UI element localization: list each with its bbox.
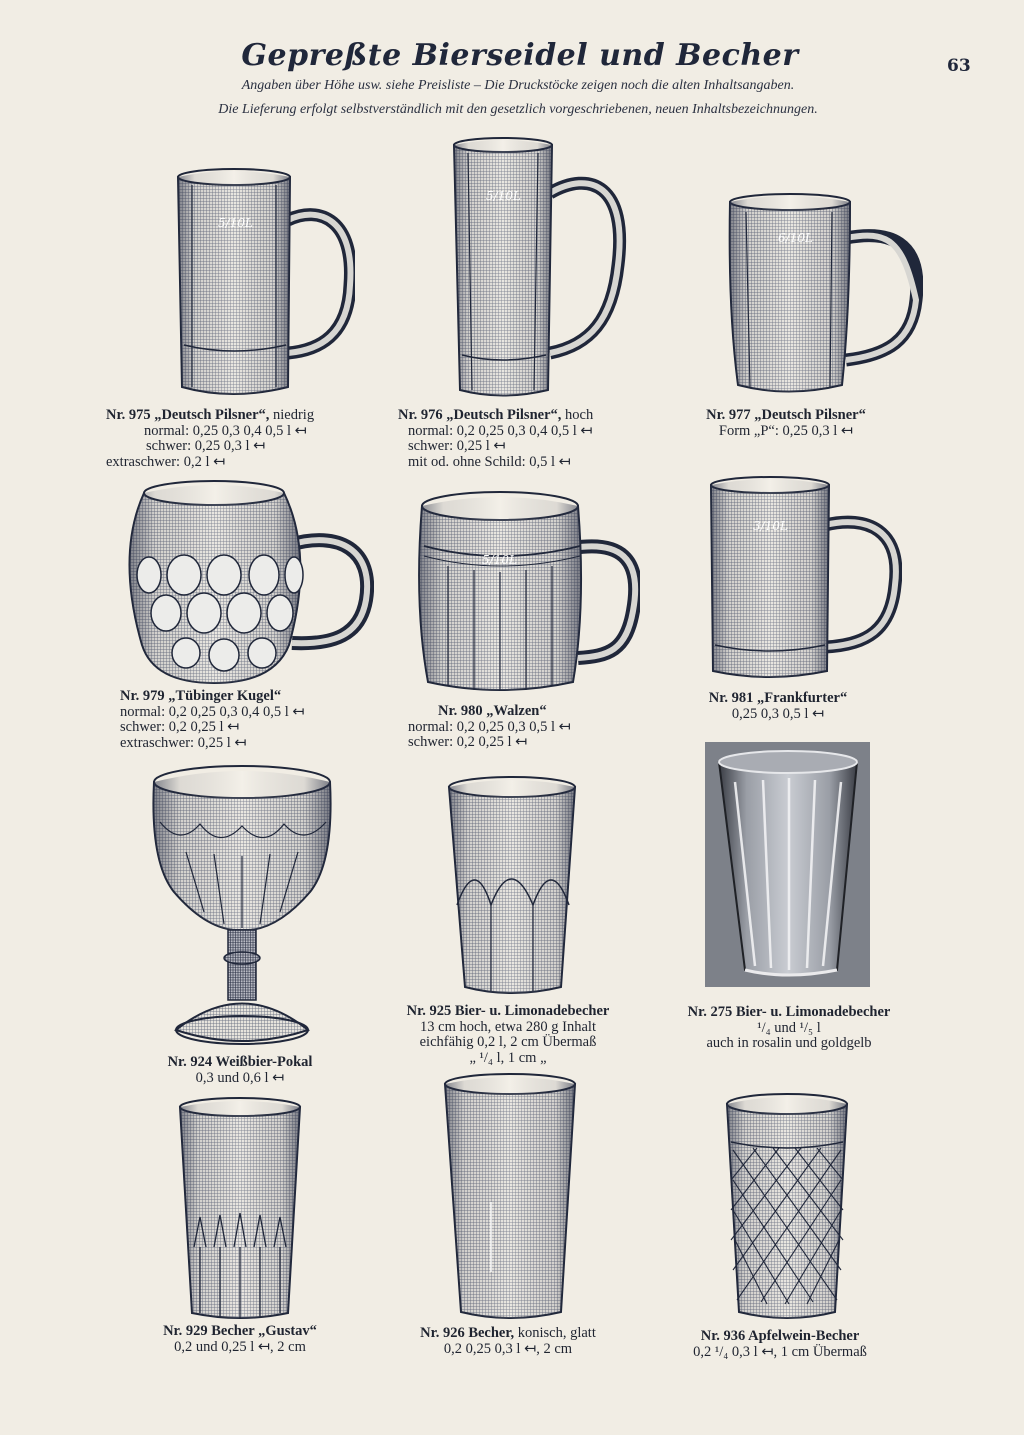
caption-title: Nr. 929 Becher „Gustav“	[163, 1323, 317, 1339]
mug-977-illustration	[718, 190, 923, 400]
tumbler-936-illustration	[723, 1090, 851, 1325]
caption-981	[660, 691, 896, 722]
tumbler-275-photo	[705, 742, 870, 987]
caption-line: schwer: 0,25 l ↤	[408, 438, 506, 454]
caption-line: schwer: 0,2 0,25 l ↤	[408, 734, 528, 750]
tumbler-925-illustration	[445, 775, 580, 1000]
subtitle-line-2: Die Lieferung erfolgt selbstverständlich mit den gesetzlich vorgeschriebenen, neuen Inhaltsbezeichnungen.	[218, 102, 818, 117]
caption-line: auch in rosalin und goldgelb	[706, 1035, 872, 1051]
mug-975-illustration	[170, 165, 355, 400]
capacity-mark: 5/10L	[482, 553, 517, 567]
caption-line: normal: 0,2 0,25 0,3 0,4 0,5 l ↤	[408, 422, 593, 439]
page-title: Gepreßte Bierseidel und Becher	[241, 38, 799, 73]
caption-line: 0,3 und 0,6 l ↤	[195, 1069, 285, 1086]
caption-979	[120, 689, 305, 751]
caption-line: normal: 0,2 0,25 0,3 0,5 l ↤	[408, 718, 571, 735]
caption-line: extraschwer: 0,25 l ↤	[120, 734, 247, 751]
caption-title: Nr. 980 „Walzen“	[438, 703, 547, 719]
caption-title: Nr. 977 „Deutsch Pilsner“	[706, 407, 866, 423]
caption-980	[408, 704, 571, 751]
caption-926	[378, 1326, 638, 1357]
caption-line: 13 cm hoch, etwa 280 g Inhalt	[420, 1018, 596, 1035]
caption-275	[656, 1005, 922, 1052]
caption-977	[668, 408, 904, 439]
capacity-mark: 5/10L	[486, 189, 521, 203]
caption-975	[106, 408, 314, 470]
caption-925	[368, 1004, 648, 1066]
caption-line: ¹/₄ und ¹/₅ l	[757, 1019, 821, 1036]
mug-980-illustration	[418, 486, 640, 696]
mug-981-illustration	[707, 475, 902, 685]
caption-title: Nr. 981 „Frankfurter“	[708, 690, 848, 706]
caption-line: mit od. ohne Schild: 0,5 l ↤	[408, 453, 571, 470]
caption-936	[650, 1329, 910, 1360]
mug-976-illustration	[450, 135, 630, 400]
caption-line: „ ¹/₄ l, 1 cm „	[469, 1049, 547, 1066]
caption-line: 0,2 0,25 0,3 l ↤, 2 cm	[443, 1340, 573, 1357]
caption-line: normal: 0,2 0,25 0,3 0,4 0,5 l ↤	[120, 703, 305, 720]
caption-extra: konisch, glatt	[514, 1325, 596, 1341]
caption-line: 0,2 und 0,25 l ↤, 2 cm	[174, 1338, 306, 1355]
caption-line: schwer: 0,2 0,25 l ↤	[120, 719, 240, 735]
caption-title: Nr. 975 „Deutsch Pilsner“,	[106, 407, 270, 423]
caption-title: Nr. 976 „Deutsch Pilsner“,	[398, 407, 562, 423]
capacity-mark: 3/10L	[753, 519, 788, 533]
caption-line: 0,25 0,3 0,5 l ↤	[731, 705, 825, 722]
tumbler-926-illustration	[443, 1072, 578, 1325]
caption-title: Nr. 936 Apfelwein-Becher	[700, 1328, 860, 1344]
capacity-mark: 5/10L	[218, 216, 253, 230]
caption-line: schwer: 0,25 0,3 l ↤	[146, 438, 266, 454]
capacity-mark: 6/10L	[778, 231, 813, 245]
caption-title: Nr. 925 Bier- u. Limonadebecher	[406, 1003, 610, 1019]
tumbler-929-illustration	[178, 1097, 303, 1322]
caption-extra: hoch	[561, 407, 594, 423]
caption-line: extraschwer: 0,2 l ↤	[106, 453, 226, 470]
page-number: 63	[947, 56, 971, 76]
caption-extra: niedrig	[269, 407, 315, 423]
caption-976	[398, 408, 593, 470]
caption-title: Nr. 924 Weißbier-Pokal	[167, 1054, 313, 1070]
caption-line: eichfähig 0,2 l, 2 cm Übermaß	[419, 1034, 597, 1050]
caption-title: Nr. 926 Becher,	[420, 1325, 515, 1341]
caption-929	[120, 1324, 360, 1355]
caption-line: 0,2 ¹/₄ 0,3 l ↤, 1 cm Übermaß	[693, 1343, 867, 1360]
caption-924	[120, 1055, 360, 1086]
caption-line: normal: 0,25 0,3 0,4 0,5 l ↤	[144, 422, 307, 439]
subtitle-line-1: Angaben über Höhe usw. siehe Preisliste – Die Druckstöcke zeigen noch die alten Inhaltsangaben.	[241, 78, 795, 93]
caption-title: Nr. 979 „Tübinger Kugel“	[120, 688, 282, 704]
caption-line: Form „P“: 0,25 0,3 l ↤	[718, 422, 854, 439]
mug-979-illustration	[124, 475, 374, 685]
goblet-924-illustration	[150, 762, 335, 1052]
caption-title: Nr. 275 Bier- u. Limonadebecher	[687, 1004, 891, 1020]
